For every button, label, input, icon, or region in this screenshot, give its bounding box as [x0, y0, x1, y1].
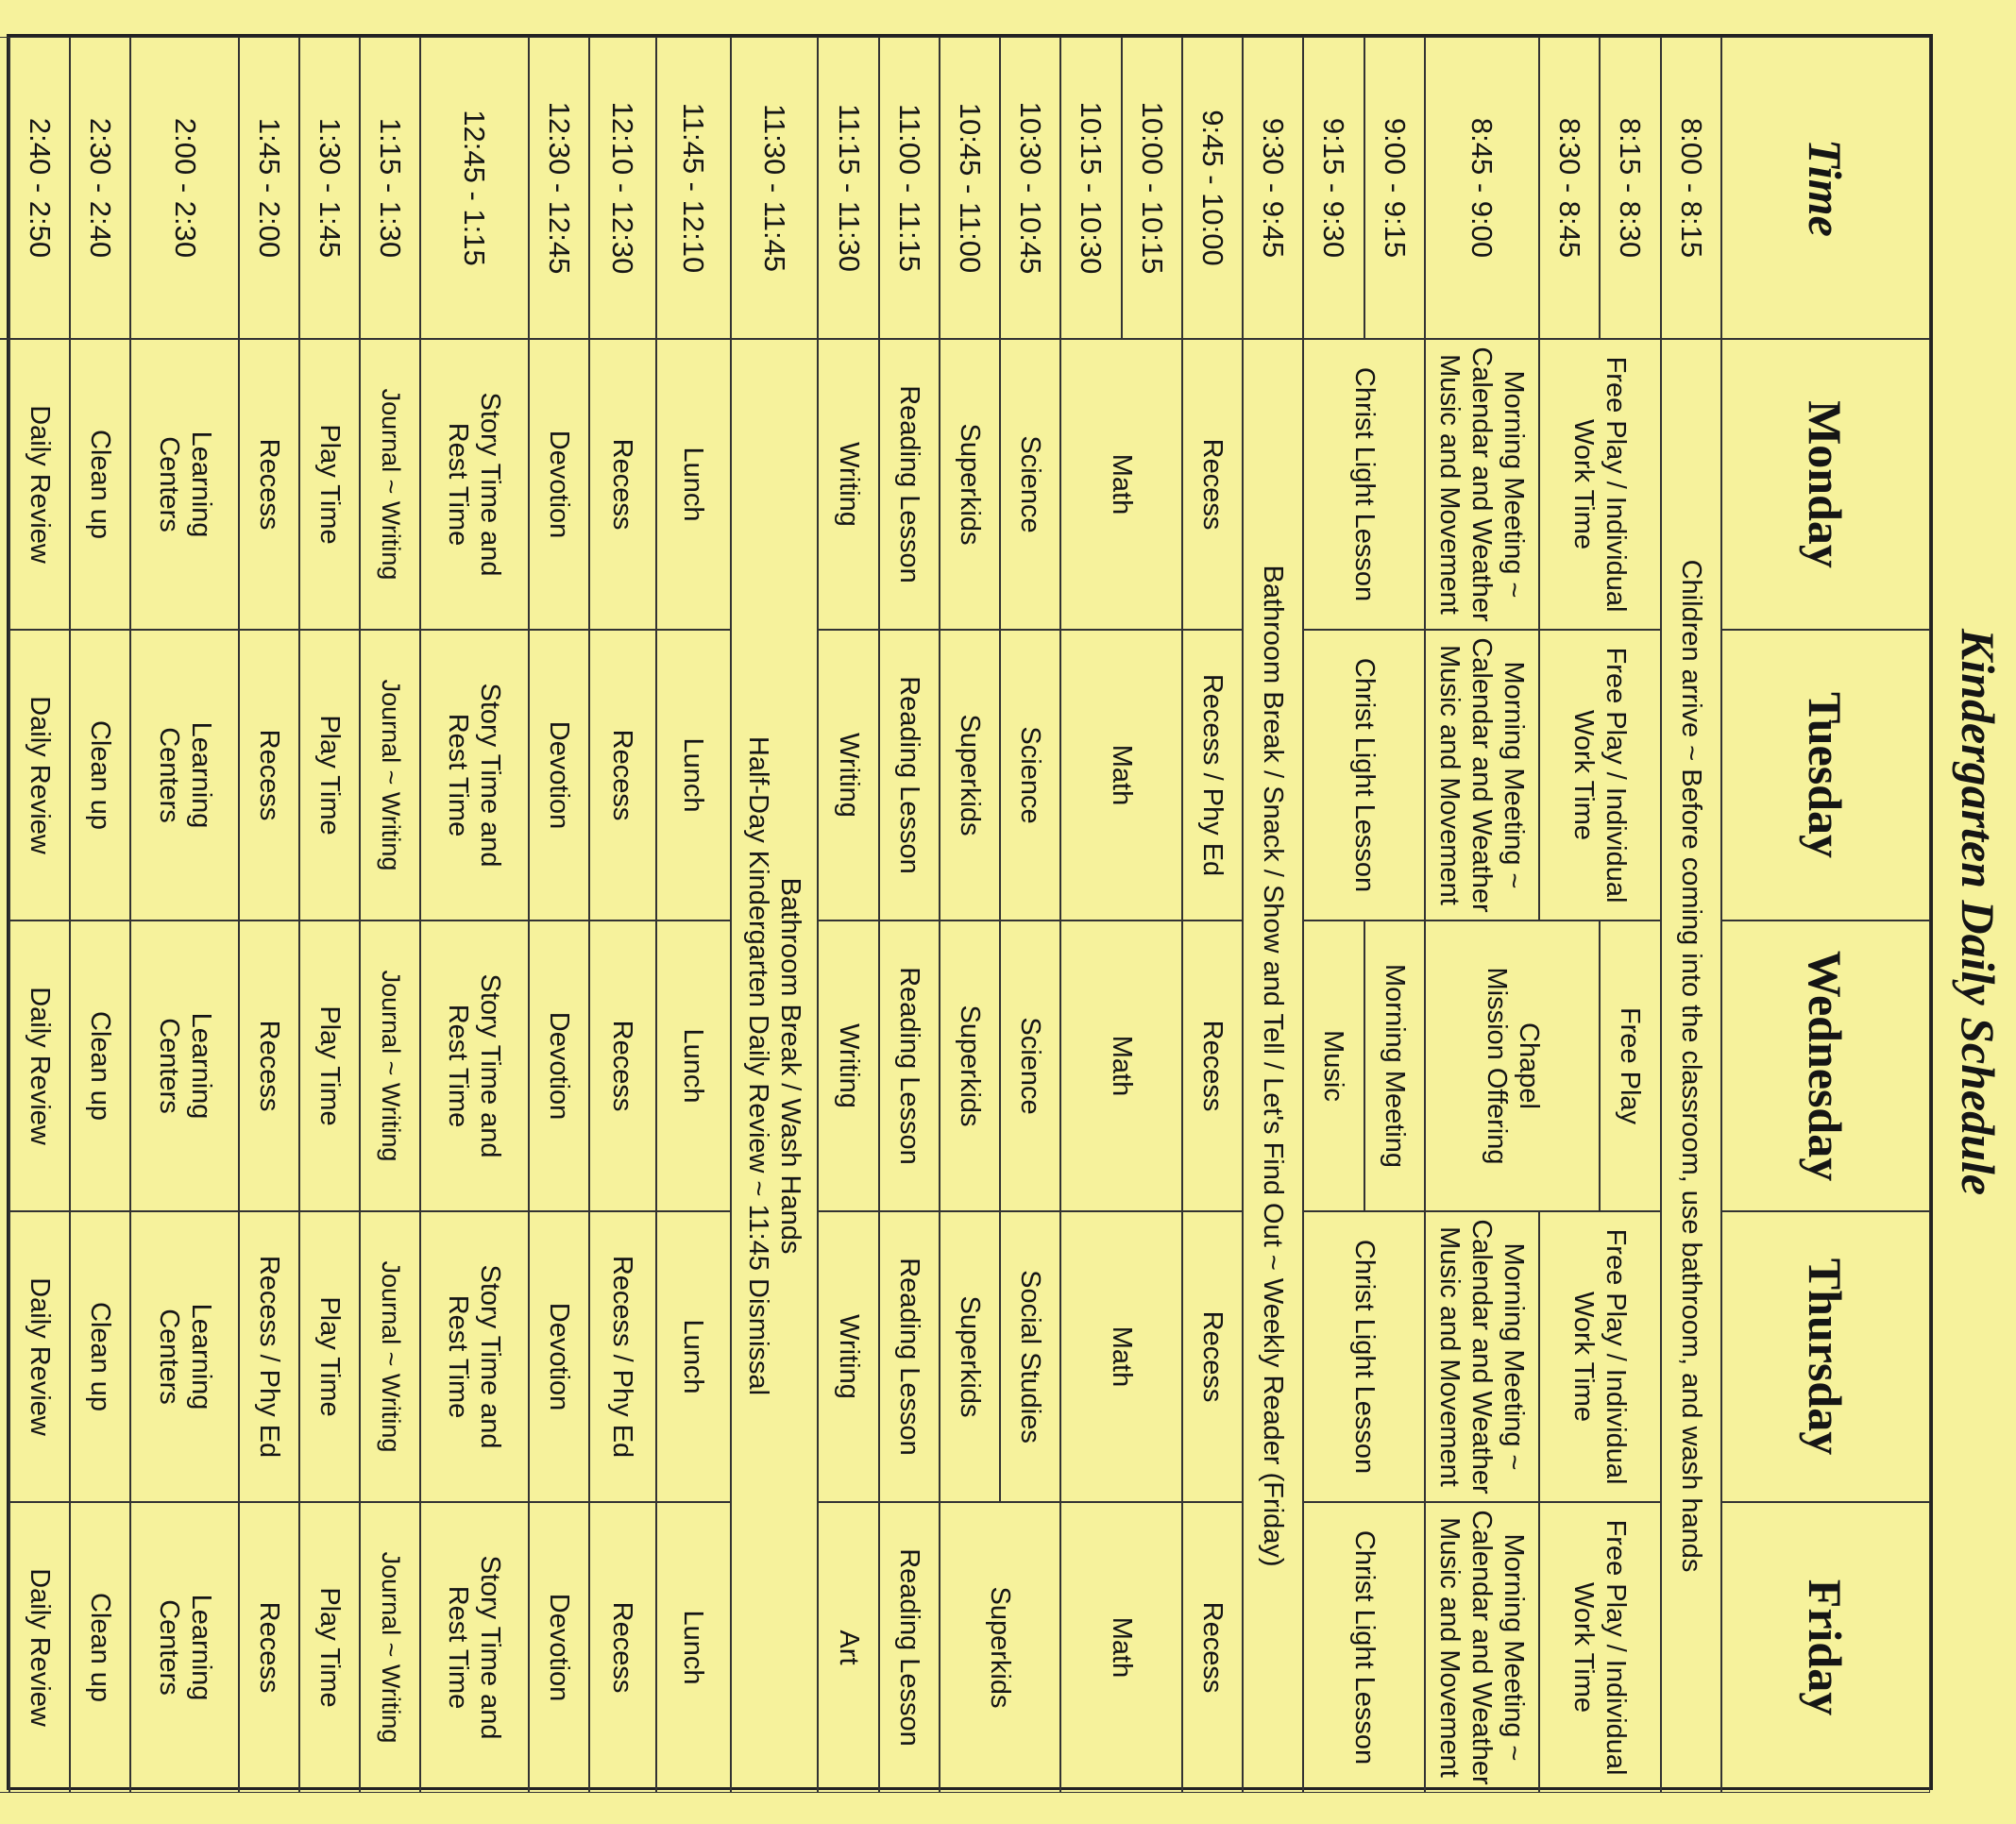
learning-centers-wednesday: Learning Centers: [130, 920, 238, 1211]
learning-centers-friday: Learning Centers: [130, 1502, 238, 1793]
devotion-wednesday: Devotion: [529, 920, 589, 1211]
time-cell: 10:30 - 10:45: [1000, 37, 1060, 339]
journal-friday: Journal ~ Writing: [360, 1502, 420, 1793]
science-monday: Science: [1000, 339, 1060, 630]
morning-meeting-thursday: Morning Meeting ~ Calendar and Weather Music and Movement: [1425, 1211, 1539, 1502]
science-tuesday: Science: [1000, 630, 1060, 920]
recess-wednesday: Recess: [239, 920, 299, 1211]
learning-centers-monday: Learning Centers: [130, 339, 238, 630]
christ-light-tuesday: Christ Light Lesson: [1303, 630, 1424, 920]
learning-centers-tuesday: Learning Centers: [130, 630, 238, 920]
journal-wednesday: Journal ~ Writing: [360, 920, 420, 1211]
time-cell: 8:45 - 9:00: [1425, 37, 1539, 339]
story-time-tuesday: Story Time and Rest Time: [420, 630, 528, 920]
superkids-tuesday: Superkids: [940, 630, 1000, 920]
recess-monday: Recess: [239, 339, 299, 630]
free-play-monday: Free Play / Individual Work Time: [1539, 339, 1660, 630]
art-friday: Art: [818, 1502, 878, 1793]
time-cell: 8:30 - 8:45: [1539, 37, 1600, 339]
recess-tuesday: Recess: [239, 630, 299, 920]
free-play-friday: Free Play / Individual Work Time: [1539, 1502, 1660, 1793]
science-wednesday: Science: [1000, 920, 1060, 1211]
halfday-dismissal-row: Bathroom Break / Wash Hands Half-Day Kindergarten Daily Review ~ 11:45 Dismissal: [731, 339, 819, 1793]
clean-up-wednesday: Clean up: [70, 920, 130, 1211]
clean-up-tuesday: Clean up: [70, 630, 130, 920]
superkids-monday: Superkids: [940, 339, 1000, 630]
superkids-wednesday: Superkids: [940, 920, 1000, 1211]
lunch-thursday: Lunch: [656, 1211, 731, 1502]
time-cell: 1:45 - 2:00: [239, 37, 299, 339]
time-cell: 2:00 - 2:30: [130, 37, 238, 339]
time-cell: 9:45 - 10:00: [1182, 37, 1243, 339]
play-time-wednesday: Play Time: [299, 920, 360, 1211]
play-time-tuesday: Play Time: [299, 630, 360, 920]
reading-lesson-monday: Reading Lesson: [879, 339, 940, 630]
math-thursday: Math: [1060, 1211, 1181, 1502]
header-thursday: Thursday: [1721, 1211, 1930, 1502]
play-time-thursday: Play Time: [299, 1211, 360, 1502]
morning-meeting-friday: Morning Meeting ~ Calendar and Weather Music and Movement: [1425, 1502, 1539, 1793]
lunch-wednesday: Lunch: [656, 920, 731, 1211]
header-friday: Friday: [1721, 1502, 1930, 1793]
writing-thursday: Writing: [818, 1211, 878, 1502]
story-time-wednesday: Story Time and Rest Time: [420, 920, 528, 1211]
devotion-thursday: Devotion: [529, 1211, 589, 1502]
writing-monday: Writing: [818, 339, 878, 630]
header-wednesday: Wednesday: [1721, 920, 1930, 1211]
time-cell: 1:30 - 1:45: [299, 37, 360, 339]
header-monday: Monday: [1721, 339, 1930, 630]
time-cell: 9:30 - 9:45: [1243, 37, 1303, 339]
reading-lesson-wednesday: Reading Lesson: [879, 920, 940, 1211]
math-wednesday: Math: [1060, 920, 1181, 1211]
time-cell: 12:10 - 12:30: [589, 37, 656, 339]
time-cell: 12:30 - 12:45: [529, 37, 589, 339]
daily-review-wednesday: Daily Review: [9, 920, 70, 1211]
play-time-friday: Play Time: [299, 1502, 360, 1793]
chapel-wednesday: Chapel Mission Offering: [1425, 920, 1601, 1211]
recess-friday: Recess: [589, 1502, 656, 1793]
recess-wednesday: Recess: [589, 920, 656, 1211]
daily-review-thursday: Daily Review: [9, 1211, 70, 1502]
recess-monday: Recess: [1182, 339, 1243, 630]
story-time-monday: Story Time and Rest Time: [420, 339, 528, 630]
learning-centers-thursday: Learning Centers: [130, 1211, 238, 1502]
time-cell: 9:15 - 9:30: [1303, 37, 1364, 339]
morning-meeting-wednesday: Morning Meeting: [1364, 920, 1425, 1211]
math-tuesday: Math: [1060, 630, 1181, 920]
story-time-thursday: Story Time and Rest Time: [420, 1211, 528, 1502]
free-play-thursday: Free Play / Individual Work Time: [1539, 1211, 1660, 1502]
time-cell: 8:00 - 8:15: [1661, 37, 1721, 339]
daily-review-tuesday: Daily Review: [9, 630, 70, 920]
math-monday: Math: [1060, 339, 1181, 630]
journal-monday: Journal ~ Writing: [360, 339, 420, 630]
recess-wednesday: Recess: [1182, 920, 1243, 1211]
christ-light-monday: Christ Light Lesson: [1303, 339, 1424, 630]
music-wednesday: Music: [1303, 920, 1364, 1211]
morning-meeting-tuesday: Morning Meeting ~ Calendar and Weather Music and Movement: [1425, 630, 1539, 920]
lunch-monday: Lunch: [656, 339, 731, 630]
time-cell: 11:45 - 12:10: [656, 37, 731, 339]
reading-lesson-friday: Reading Lesson: [879, 1502, 940, 1793]
schedule-table: [7, 34, 1933, 1790]
journal-thursday: Journal ~ Writing: [360, 1211, 420, 1502]
reading-lesson-thursday: Reading Lesson: [879, 1211, 940, 1502]
morning-meeting-monday: Morning Meeting ~ Calendar and Weather Music and Movement: [1425, 339, 1539, 630]
arrival-row: Children arrive ~ Before coming into the classroom, use bathroom, and wash hands: [1661, 339, 1721, 1793]
time-cell: 12:45 - 1:15: [420, 37, 528, 339]
recess-tuesday: Recess: [589, 630, 656, 920]
daily-review-monday: Daily Review: [9, 339, 70, 630]
devotion-friday: Devotion: [529, 1502, 589, 1793]
free-play-tuesday: Free Play / Individual Work Time: [1539, 630, 1660, 920]
time-cell: 10:45 - 11:00: [940, 37, 1000, 339]
clean-up-monday: Clean up: [70, 339, 130, 630]
time-cell: 9:00 - 9:15: [1364, 37, 1425, 339]
christ-light-thursday: Christ Light Lesson: [1303, 1211, 1424, 1502]
recess-phyed-thursday: Recess / Phy Ed: [239, 1211, 299, 1502]
recess-phyed-tuesday: Recess / Phy Ed: [1182, 630, 1243, 920]
time-cell: 2:30 - 2:40: [70, 37, 130, 339]
recess-friday: Recess: [239, 1502, 299, 1793]
time-cell: [0, 37, 9, 339]
header-time: Time: [1721, 37, 1930, 339]
time-cell: 11:00 - 11:15: [879, 37, 940, 339]
recess-friday: Recess: [1182, 1502, 1243, 1793]
christ-light-friday: Christ Light Lesson: [1303, 1502, 1424, 1793]
superkids-friday: Superkids: [940, 1502, 1060, 1793]
time-cell: 1:15 - 1:30: [360, 37, 420, 339]
reading-lesson-tuesday: Reading Lesson: [879, 630, 940, 920]
writing-wednesday: Writing: [818, 920, 878, 1211]
closing-row: [0, 339, 9, 1793]
time-cell: 8:15 - 8:30: [1600, 37, 1660, 339]
recess-thursday: Recess: [1182, 1211, 1243, 1502]
math-friday: Math: [1060, 1502, 1181, 1793]
page-title: Kindergarten Daily Schedule: [1952, 628, 2005, 1196]
social-studies-thursday: Social Studies: [1000, 1211, 1060, 1502]
clean-up-thursday: Clean up: [70, 1211, 130, 1502]
daily-review-friday: Daily Review: [9, 1502, 70, 1793]
devotion-tuesday: Devotion: [529, 630, 589, 920]
story-time-friday: Story Time and Rest Time: [420, 1502, 528, 1793]
time-cell: 10:15 - 10:30: [1060, 37, 1121, 339]
journal-tuesday: Journal ~ Writing: [360, 630, 420, 920]
header-tuesday: Tuesday: [1721, 630, 1930, 920]
play-time-monday: Play Time: [299, 339, 360, 630]
writing-tuesday: Writing: [818, 630, 878, 920]
time-cell: 10:00 - 10:15: [1122, 37, 1182, 339]
free-play-wednesday: Free Play: [1600, 920, 1660, 1211]
superkids-thursday: Superkids: [940, 1211, 1000, 1502]
time-cell: 11:30 - 11:45: [731, 37, 819, 339]
lunch-tuesday: Lunch: [656, 630, 731, 920]
clean-up-friday: Clean up: [70, 1502, 130, 1793]
recess-monday: Recess: [589, 339, 656, 630]
time-cell: 2:40 - 2:50: [9, 37, 70, 339]
bathroom-snack-row: Bathroom Break / Snack / Show and Tell / Let's Find Out ~ Weekly Reader (Friday): [1243, 339, 1303, 1793]
devotion-monday: Devotion: [529, 339, 589, 630]
recess-phyed-thursday: Recess / Phy Ed: [589, 1211, 656, 1502]
time-cell: 11:15 - 11:30: [818, 37, 878, 339]
lunch-friday: Lunch: [656, 1502, 731, 1793]
